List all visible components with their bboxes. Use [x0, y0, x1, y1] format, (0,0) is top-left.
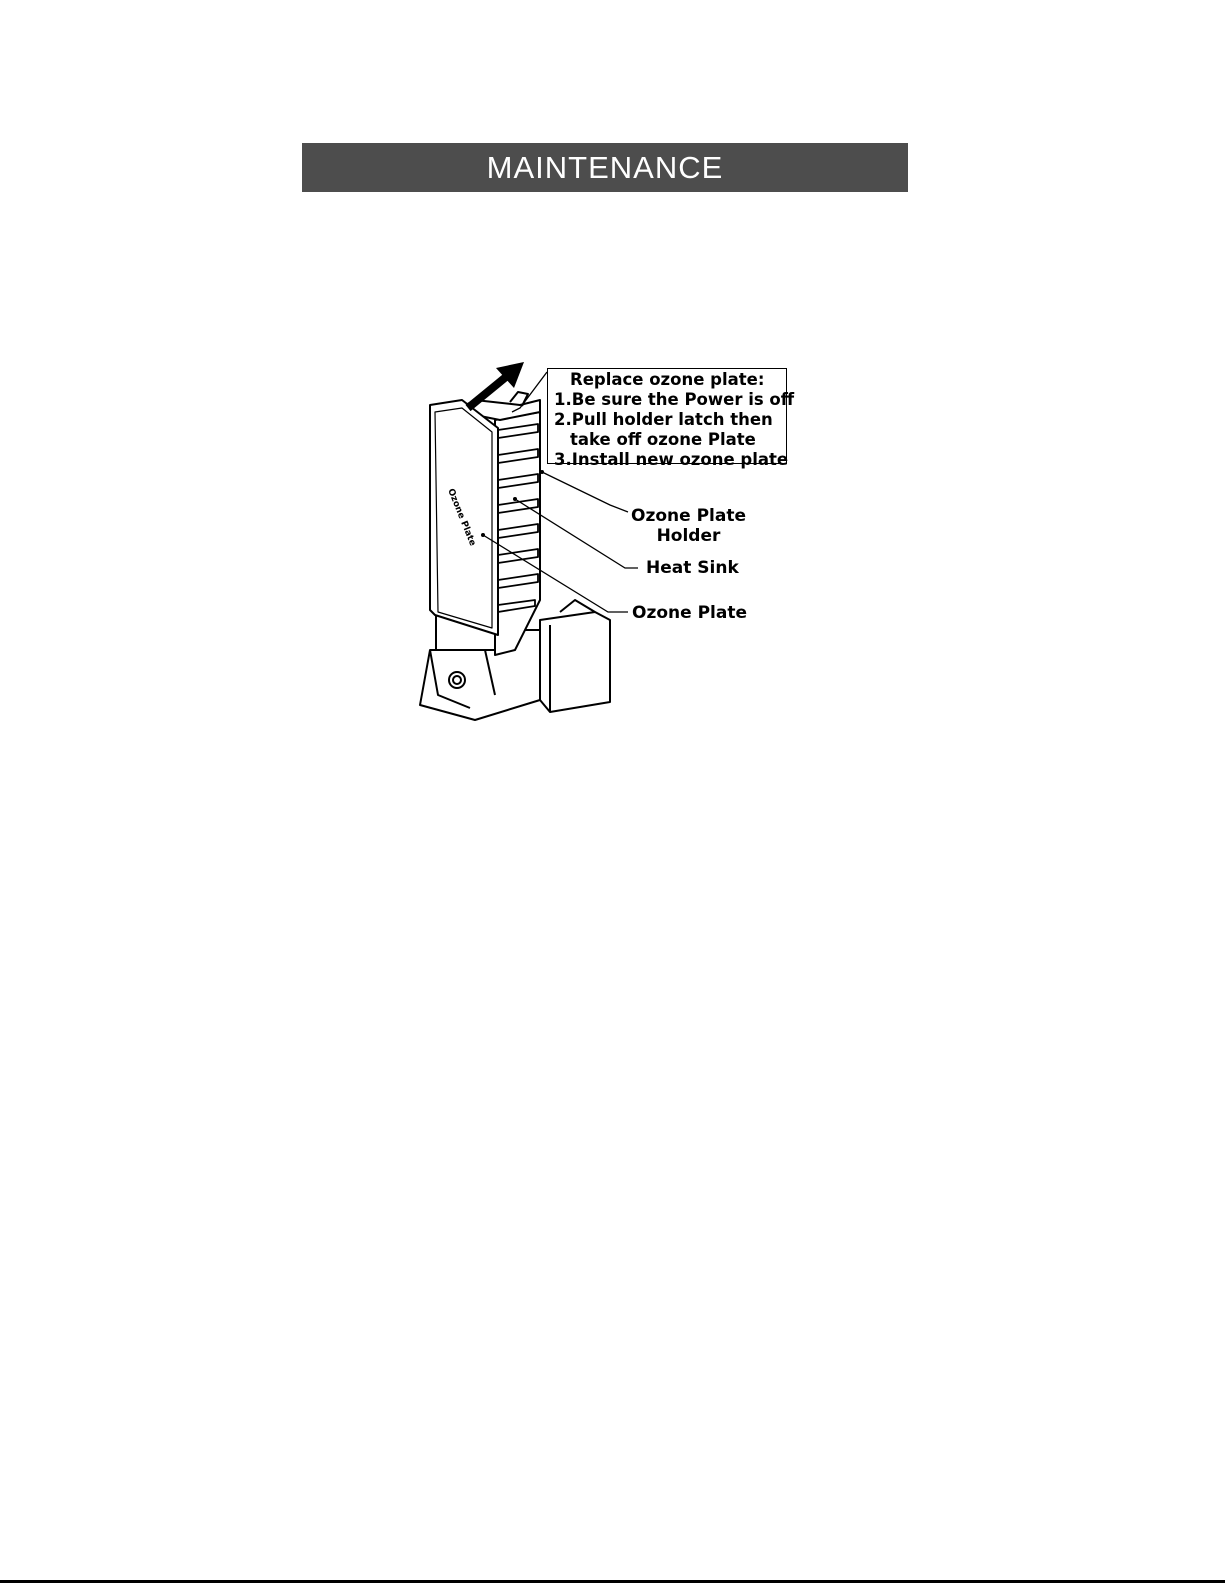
section-title: MAINTENANCE [486, 149, 724, 185]
instruction-step-1: 1.Be sure the Power is off [554, 390, 795, 409]
callout-ozone-plate: Ozone Plate [632, 603, 747, 623]
ozone-plate-label: Ozone Plate [445, 487, 478, 548]
callout-heat-sink: Heat Sink [646, 558, 739, 578]
callout-ozone-plate-holder [631, 506, 746, 546]
replace-instructions-box [547, 368, 795, 469]
callout-holder-line1: Ozone Plate [631, 506, 746, 526]
footer-rule [0, 1580, 1225, 1583]
instructions-title: Replace ozone plate: [570, 370, 765, 389]
callout-holder-line2: Holder [656, 526, 721, 546]
instruction-step-2-continued: take off ozone Plate [570, 430, 756, 449]
section-header [302, 143, 908, 192]
instruction-step-2: 2.Pull holder latch then [554, 410, 773, 429]
up-right-arrow-icon [468, 362, 524, 408]
instruction-step-3: 3.Install new ozone plate [554, 450, 789, 469]
